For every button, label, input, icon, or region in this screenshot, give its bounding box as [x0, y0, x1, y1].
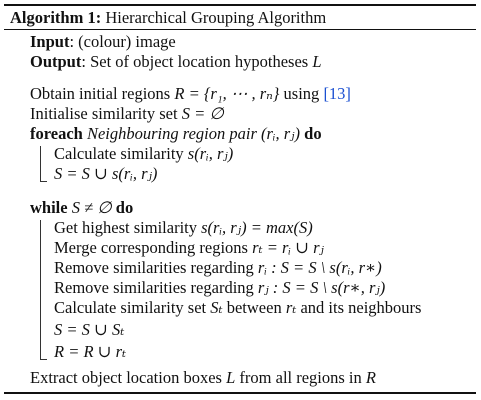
highest-prefix: Get highest similarity	[54, 218, 202, 237]
extract-mid: from all regions in	[235, 368, 366, 387]
init-math: S = ∅	[181, 104, 224, 123]
citation-link[interactable]: [13]	[323, 84, 351, 103]
init-prefix: Initialise similarity set	[30, 104, 182, 123]
calcset-var: Sₜ	[210, 298, 223, 317]
output-text: : Set of object location hypotheses	[81, 52, 313, 71]
highest-math: s(rᵢ, rⱼ) = max(S)	[201, 218, 313, 237]
top-rule	[4, 4, 476, 6]
remove2-math: rⱼ : S = S \ s(r∗, rⱼ)	[257, 278, 386, 297]
while-block-end	[40, 359, 47, 360]
step-init	[30, 104, 224, 124]
while-math: S ≠ ∅	[67, 198, 116, 217]
foreach-block-end	[40, 181, 47, 182]
calcset-suffix: and its neighbours	[296, 298, 422, 317]
header-rule	[4, 29, 476, 30]
calc-math: s(rᵢ, rⱼ)	[187, 144, 234, 163]
remove1-math: rᵢ : S = S \ s(rᵢ, r∗)	[257, 258, 382, 277]
foreach-do-keyword: do	[300, 124, 322, 143]
foreach-text: Neighbouring region pair	[82, 124, 261, 143]
union3-math: R = R ∪ rₜ	[54, 342, 127, 361]
step-calc-set	[54, 298, 421, 318]
step-remove-2	[54, 278, 385, 298]
foreach-keyword: foreach	[30, 124, 83, 143]
while-do-keyword: do	[115, 198, 134, 217]
foreach-math: (rᵢ, rⱼ)	[260, 124, 301, 143]
step-calc	[54, 144, 233, 164]
calc-prefix: Calculate similarity	[54, 144, 188, 163]
input-text: : (colour) image	[69, 32, 176, 51]
step-highest	[54, 218, 313, 238]
input-label: Input	[30, 32, 70, 51]
step-union-1	[54, 164, 157, 184]
calcset-between: between	[222, 298, 286, 317]
extract-L: L	[226, 368, 236, 387]
bottom-rule	[4, 392, 476, 394]
obtain-using: using	[279, 84, 324, 103]
output-line	[30, 52, 322, 72]
union2-math: S = S ∪ Sₜ	[54, 320, 125, 339]
calcset-prefix: Calculate similarity set	[54, 298, 211, 317]
step-extract	[30, 368, 376, 388]
foreach-block-bar	[40, 146, 41, 182]
merge-prefix: Merge corresponding regions	[54, 238, 253, 257]
output-label: Output	[30, 52, 82, 71]
step-while	[30, 198, 133, 218]
extract-prefix: Extract object location boxes	[30, 368, 227, 387]
obtain-prefix: Obtain initial regions	[30, 84, 175, 103]
algorithm-label: Algorithm 1:	[10, 8, 102, 27]
merge-math: rₜ = rᵢ ∪ rⱼ	[252, 238, 324, 257]
output-var: L	[312, 52, 322, 71]
algorithm-box	[4, 4, 476, 394]
step-union-3	[54, 342, 126, 362]
algorithm-header	[10, 8, 326, 28]
calcset-rt: rₜ	[285, 298, 297, 317]
union1-math: S = S ∪ s(rᵢ, rⱼ)	[54, 164, 158, 183]
step-foreach	[30, 124, 322, 144]
input-line	[30, 32, 176, 52]
while-keyword: while	[30, 198, 68, 217]
remove2-prefix: Remove similarities regarding	[54, 278, 258, 297]
algorithm-title: Hierarchical Grouping Algorithm	[105, 8, 327, 27]
step-obtain	[30, 84, 351, 104]
extract-R: R	[365, 368, 376, 387]
while-block-bar	[40, 220, 41, 360]
step-union-2	[54, 320, 124, 340]
remove1-prefix: Remove similarities regarding	[54, 258, 258, 277]
step-merge	[54, 238, 324, 258]
obtain-math: R = {r₁, ⋯ , rₙ}	[174, 84, 280, 103]
step-remove-1	[54, 258, 382, 278]
